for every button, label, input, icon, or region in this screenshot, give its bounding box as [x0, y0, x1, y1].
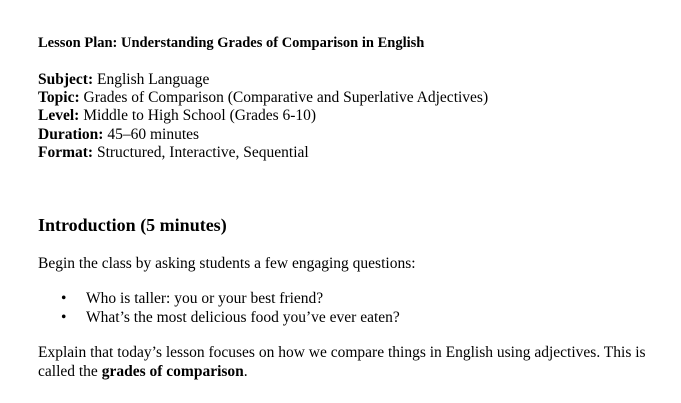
question-list [38, 290, 400, 327]
list-item [38, 309, 400, 328]
document-title: Lesson Plan: Understanding Grades of Comparison in English [38, 35, 425, 51]
explanation-paragraph [38, 344, 650, 381]
question-text: Who is taller: you or your best friend? [86, 290, 324, 307]
section-heading-introduction: Introduction (5 minutes) [38, 215, 227, 235]
explanation-text: Explain that today’s lesson focuses on how we compare things in English using adjectives. This is called the [38, 344, 646, 380]
meta-label: Level: [38, 107, 80, 125]
explanation-end: . [243, 362, 248, 380]
meta-value: English Language [96, 71, 210, 88]
lesson-meta [38, 71, 488, 162]
meta-subject [38, 71, 488, 89]
key-term: grades of comparison [101, 362, 244, 380]
list-item [38, 290, 400, 309]
intro-paragraph: Begin the class by asking students a few engaging questions: [38, 255, 416, 272]
meta-value: 45–60 minutes [107, 125, 200, 143]
meta-label: Subject: [38, 71, 94, 88]
meta-label: Duration: [38, 125, 104, 143]
meta-value: Middle to High School (Grades 6-10) [83, 107, 317, 125]
meta-topic [38, 89, 488, 107]
question-text: What’s the most delicious food you’ve ever eaten? [86, 308, 400, 326]
bullet-icon: • [61, 308, 67, 326]
meta-duration [38, 126, 488, 144]
meta-value: Grades of Comparison (Comparative and Superlative Adjectives) [83, 89, 489, 107]
meta-format [38, 144, 488, 162]
meta-label: Topic: [38, 89, 80, 107]
meta-label: Format: [38, 143, 94, 161]
meta-value: Structured, Interactive, Sequential [96, 143, 309, 161]
bullet-icon: • [61, 290, 67, 307]
meta-level [38, 107, 488, 125]
